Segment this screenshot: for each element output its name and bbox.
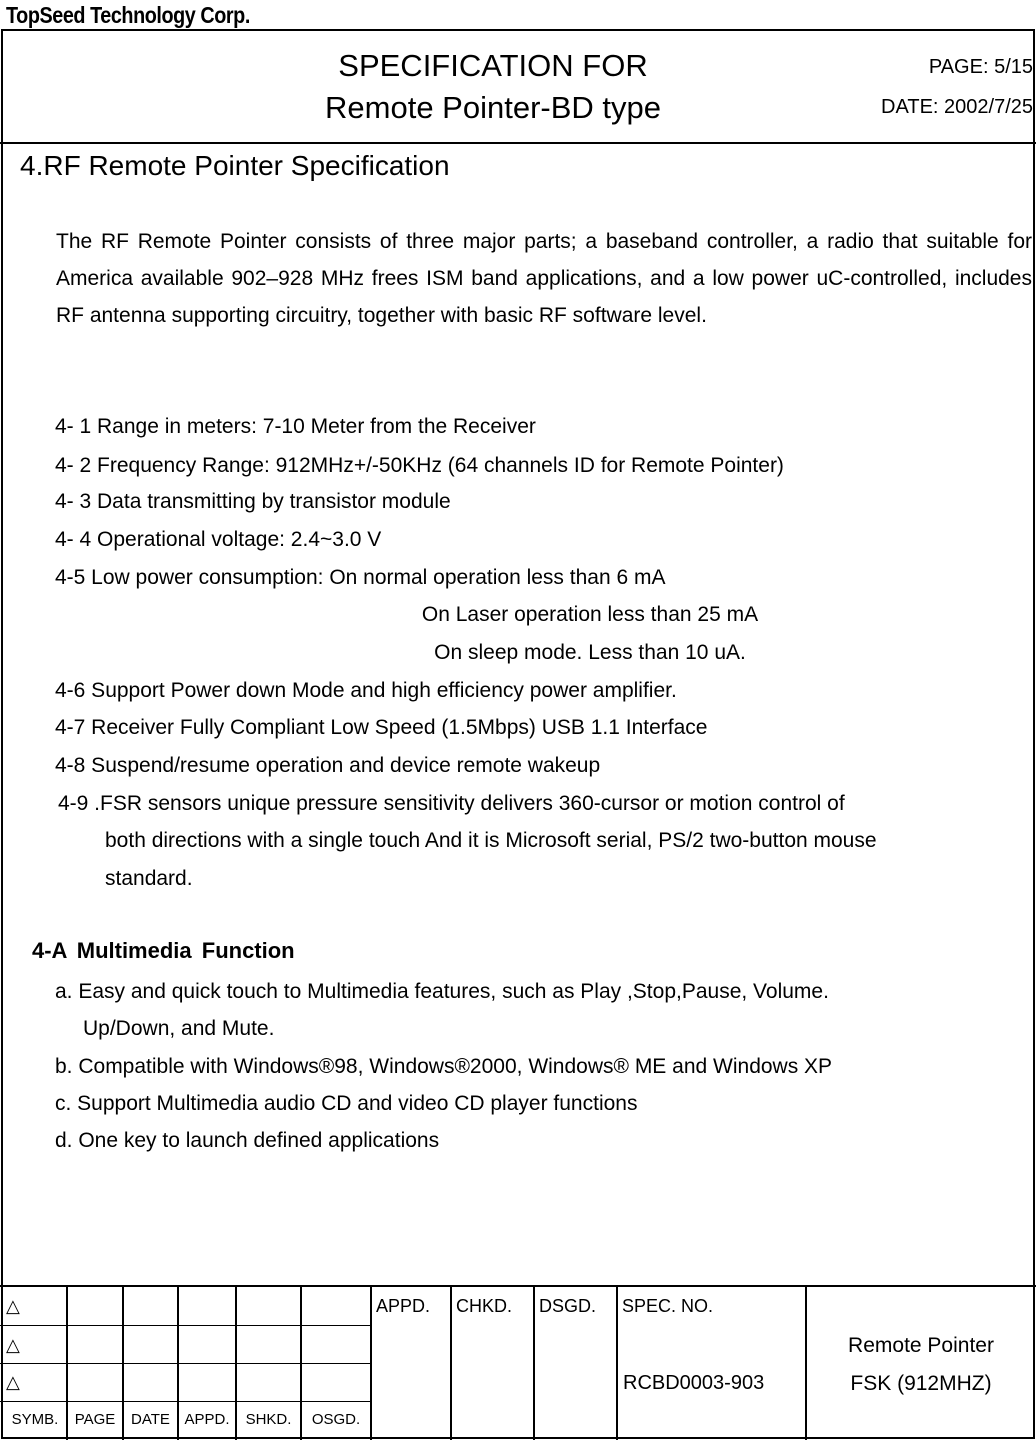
revision-triangle-icon: △ <box>6 1335 20 1355</box>
multimedia-item-continuation: Up/Down, and Mute. <box>83 1017 275 1040</box>
revision-triangle-icon: △ <box>6 1296 20 1316</box>
spec-item: 4- 1 Range in meters: 7-10 Meter from the Receiver <box>55 415 536 438</box>
column-header-date: DATE <box>131 1411 170 1428</box>
revision-triangle-icon: △ <box>6 1372 20 1392</box>
model-frequency: FSK (912MHZ) <box>850 1372 992 1395</box>
spec-no-column-divider <box>805 1285 807 1440</box>
column-header-osgd: OSGD. <box>311 1411 361 1428</box>
subsection-title: 4-A Multimedia Function <box>32 938 295 963</box>
multimedia-item: d. One key to launch defined applications <box>55 1129 440 1152</box>
spec-item: 4- 4 Operational voltage: 2.4~3.0 V <box>55 528 382 551</box>
spec-item: 4-5 Low power consumption: On normal operation less than 6 mA <box>55 566 666 589</box>
spec-item: 4-8 Suspend/resume operation and device remote wakeup <box>55 754 601 777</box>
multimedia-item: c. Support Multimedia audio CD and video CD player functions <box>55 1092 638 1115</box>
document-subtitle: Remote Pointer-BD type <box>325 90 661 125</box>
model-name: Remote Pointer <box>848 1334 994 1357</box>
revision-row-divider <box>0 1363 371 1364</box>
column-header-symb: SYMB. <box>11 1411 59 1428</box>
footer-divider <box>0 1285 1036 1287</box>
document-date: DATE: 2002/7/25 <box>881 96 1033 118</box>
column-header-page: PAGE <box>74 1411 116 1428</box>
signature-column-divider <box>370 1285 372 1440</box>
signature-column-divider <box>450 1285 452 1440</box>
multimedia-item: a. Easy and quick touch to Multimedia features, such as Play ,Stop,Pause, Volume. <box>55 980 829 1003</box>
signature-appd: APPD. <box>376 1296 431 1316</box>
page-number: PAGE: 5/15 <box>928 56 1033 78</box>
spec-item: 4- 3 Data transmitting by transistor module <box>55 490 451 513</box>
header-divider <box>0 142 1036 144</box>
signature-column-divider <box>616 1285 618 1440</box>
column-header-appd: APPD. <box>184 1411 230 1428</box>
signature-dsgd: DSGD. <box>539 1296 597 1316</box>
spec-no-label: SPEC. NO. <box>622 1296 714 1316</box>
section-title: 4.RF Remote Pointer Specification <box>20 150 450 181</box>
spec-item-continuation: On sleep mode. Less than 10 uA. <box>434 641 746 664</box>
intro-paragraph: The RF Remote Pointer consists of three major parts; a baseband controller, a radio that suitable for America available 902–928 MHz frees ISM band applications, and a low power uC-controlled, includes RF antenna supporting circuitry, together with basic RF software level. <box>56 230 1032 327</box>
spec-item: 4- 2 Frequency Range: 912MHz+/-50KHz (64 channels ID for Remote Pointer) <box>55 454 784 477</box>
spec-item: 4-6 Support Power down Mode and high efficiency power amplifier. <box>55 679 677 702</box>
spec-item: 4-7 Receiver Fully Compliant Low Speed (1.5Mbps) USB 1.1 Interface <box>55 716 708 739</box>
signature-column-divider <box>533 1285 535 1440</box>
company-name: TopSeed Technology Corp. <box>6 2 250 28</box>
revision-row-divider <box>0 1401 371 1402</box>
spec-item-continuation: On Laser operation less than 25 mA <box>421 603 759 626</box>
spec-item: 4-9 .FSR sensors unique pressure sensitivity delivers 360-cursor or motion control of <box>58 792 845 815</box>
document-title: SPECIFICATION FOR <box>338 48 648 83</box>
spec-item-continuation: both directions with a single touch And it is Microsoft serial, PS/2 two-button mouse <box>105 829 877 852</box>
signature-chkd: CHKD. <box>456 1296 513 1316</box>
multimedia-item: b. Compatible with Windows®98, Windows®2000, Windows® ME and Windows XP <box>55 1055 833 1078</box>
revision-row-divider <box>0 1325 371 1326</box>
spec-item-continuation: standard. <box>105 867 193 890</box>
spec-no-value: RCBD0003-903 <box>623 1372 765 1394</box>
column-header-shkd: SHKD. <box>245 1411 292 1428</box>
